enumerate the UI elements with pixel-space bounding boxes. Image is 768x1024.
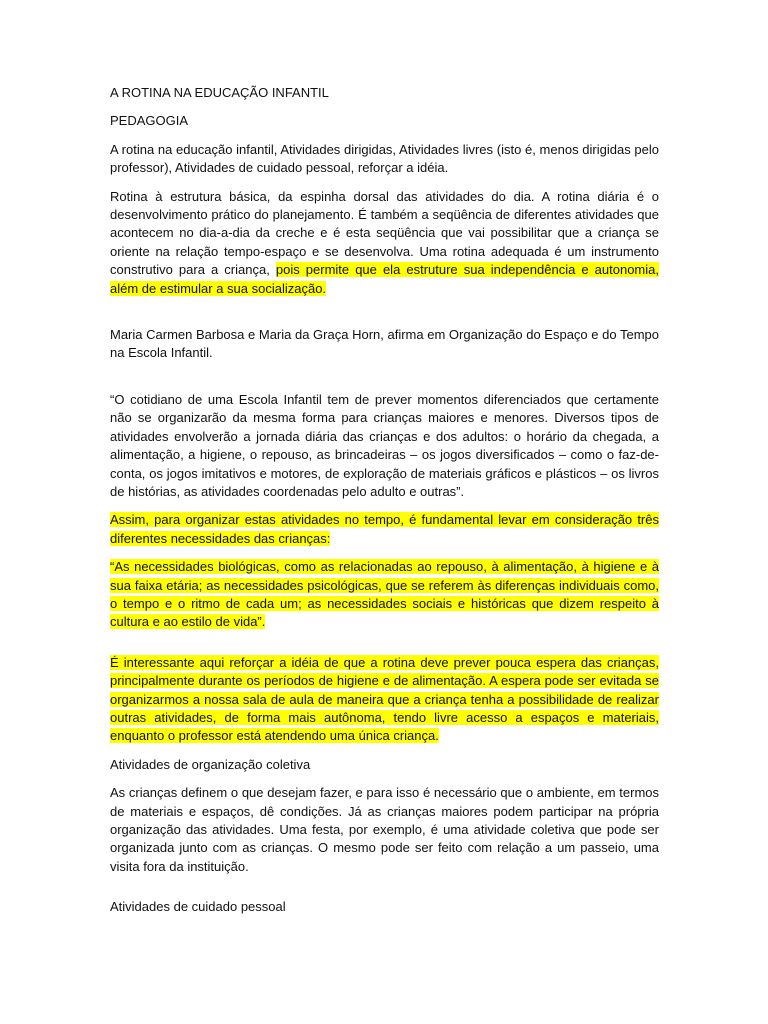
quote-paragraph: “O cotidiano de uma Escola Infantil tem de prever momentos diferenciados que certamente não se organizarão da mesma forma para crianças maiores e menores. Diversos tipos de atividades envolverão a jornada diária das crianças e dos adultos: o horário da chegada, a alimentação, a higiene, o repouso, as brincadeiras – os jogos diversificados – como o faz-de-conta, os jogos imitativos e motores, de exploração de materiais gráficos e plásticos – os livros de histórias, as atividades coordenadas pelo adulto e outras”. xyxy=(110,391,659,499)
document-page xyxy=(110,84,659,927)
needs-intro-highlight: Assim, para organizar estas atividades no tempo, é fundamental levar em consideração três diferentes necessidades das crianças: xyxy=(110,512,659,546)
coletiva-paragraph: As crianças definem o que desejam fazer, e para isso é necessário que o ambiente, em termos de materiais e espaços, dê condições. Já as crianças maiores podem participar na própria organização das atividades. Uma festa, por exemplo, é uma atividade coletiva que pode ser organizada junto com as crianças. O mesmo pode ser feito com relação a um passeio, uma visita fora da instituição. xyxy=(110,785,659,874)
rotina-highlight: pois permite que ela estruture sua independência e autonomia, além de estimular a sua socialização. xyxy=(110,262,659,296)
needs-quote-highlight: “As necessidades biológicas, como as relacionadas ao repouso, à alimentação, à higiene e à sua faixa etária; as necessidades psicológicas, que se referem às diferenças individuais como, o tempo e o ritmo de cada um; as necessidades sociais e históricas que dizem respeito à cultura e ao estilo de vida”. xyxy=(110,559,659,630)
needs-quote-paragraph xyxy=(110,558,659,632)
waiting-highlight: É interessante aqui reforçar a idéia de que a rotina deve prever pouca espera das crianças, principalmente durante os períodos de higiene e de alimentação. A espera pode ser evitada se organizarmos a nossa sala de aula de maneira que a criança tenha a possibilidade de realizar outras atividades, de forma mais autônoma, tendo livre acesso a espaços e materiais, enquanto o professor está atendendo uma única criança. xyxy=(110,654,659,744)
heading-coletiva: Atividades de organização coletiva xyxy=(110,756,311,772)
authors-paragraph: Maria Carmen Barbosa e Maria da Graça Horn, afirma em Organização do Espaço e do Tempo na Escola Infantil. xyxy=(110,327,659,361)
rotina-text: Rotina à estrutura básica, da espinha dorsal das atividades do dia. A rotina diária é o desenvolvimento prático do planejamento. É também a seqüência de diferentes atividades que acontecem no dia-a-dia da creche e é esta seqüência que vai possibilitar que a criança se oriente na relação tempo-espaço e se desenvolva. Uma rotina adequada é um instrumento construtivo para a criança, xyxy=(110,188,659,278)
rotina-paragraph xyxy=(110,188,659,298)
needs-intro-paragraph xyxy=(110,511,659,548)
waiting-paragraph xyxy=(110,654,659,746)
document-subtitle: PEDAGOGIA xyxy=(110,113,189,129)
heading-cuidado: Atividades de cuidado pessoal xyxy=(110,899,286,915)
intro-paragraph: A rotina na educação infantil, Atividades dirigidas, Atividades livres (isto é, menos dirigidas pelo professor), Atividades de cuidado pessoal, reforçar a idéia. xyxy=(110,141,659,176)
document-title: A ROTINA NA EDUCAÇÃO INFANTIL xyxy=(110,85,329,100)
